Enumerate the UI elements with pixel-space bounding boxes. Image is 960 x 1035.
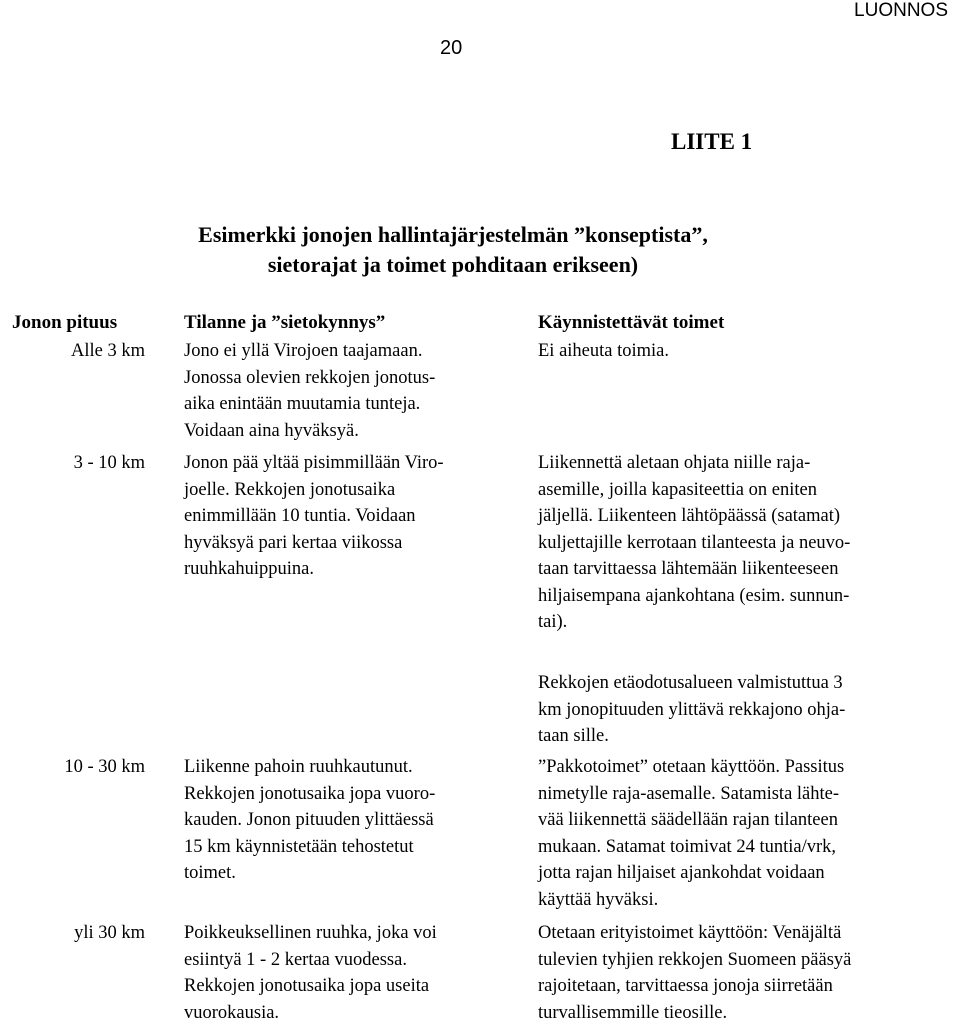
text-line: käyttää hyväksi.: [538, 889, 659, 910]
text-line: Jono ei yllä Virojoen taajamaan.: [184, 341, 423, 361]
text-line: joelle. Rekkojen jonotusaika: [184, 479, 396, 500]
row-2-situation: [184, 450, 444, 583]
text-line: hyväksyä pari kertaa viikossa: [184, 532, 403, 553]
text-line: enimmillään 10 tuntia. Voidaan: [184, 506, 416, 526]
text-line: Liikenne pahoin ruuhkautunut.: [184, 757, 413, 777]
text-line: hiljaisempana ajankohtana (esim. sunnun-: [538, 585, 850, 606]
text-line: ”Pakkotoimet” otetaan käyttöön. Passitus: [538, 757, 845, 777]
text-line: km jonopituuden ylittävä rekkajono ohja-: [538, 699, 846, 720]
text-line: Liikennettä aletaan ohjata niille raja-: [538, 453, 811, 473]
appendix-heading: LIITE 1: [671, 129, 753, 154]
text-line: tai).: [538, 612, 568, 632]
text-line: vuorokausia.: [184, 1002, 280, 1023]
text-line: Rekkojen jonotusaika jopa useita: [184, 976, 430, 996]
text-line: Jonossa olevien rekkojen jonotus-: [184, 367, 436, 388]
text-line: Otetaan erityistoimet käyttöön: Venäjältä: [538, 923, 842, 943]
text-line: esiintyä 1 - 2 kertaa vuodessa.: [184, 949, 407, 970]
text-line: kuljettajille kerrotaan tilanteesta ja neuvo-: [538, 532, 851, 553]
column-header-situation: Tilanne ja ”sietokynnys”: [184, 312, 386, 333]
text-line: rajoitetaan, tarvittaessa jonoja siirretään: [538, 976, 833, 996]
page-number: 20: [440, 37, 463, 59]
text-line: 15 km käynnistetään tehostetut: [184, 836, 414, 857]
text-line: Rekkojen etäodotusalueen valmistuttua 3: [538, 673, 843, 693]
text-line: mukaan. Satamat toimivat 24 tuntia/vrk,: [538, 836, 836, 857]
document-title-line-1: Esimerkki jonojen hallintajärjestelmän ”konseptista”,: [198, 222, 708, 247]
text-line: taan sille.: [538, 726, 609, 746]
row-3-length: 10 - 30 km: [64, 757, 145, 777]
text-line: taan tarvittaessa lähtemään liikenteeseen: [538, 559, 839, 579]
text-line: jäljellä. Liikenteen lähtöpäässä (satamat): [538, 506, 841, 526]
row-1-length: Alle 3 km: [71, 341, 145, 361]
row-2-length: 3 - 10 km: [73, 453, 145, 473]
text-line: Ei aiheuta toimia.: [538, 341, 669, 361]
text-line: Poikkeuksellinen ruuhka, joka voi: [184, 923, 437, 943]
text-line: nimetylle raja-asemalle. Satamista lähte-: [538, 783, 840, 804]
text-line: kauden. Jonon pituuden ylittäessä: [184, 810, 434, 830]
text-line: aika enintään muutamia tunteja.: [184, 394, 421, 414]
column-header-length: Jonon pituus: [12, 312, 118, 333]
text-line: ruuhkahuippuina.: [184, 559, 314, 579]
row-4-length: yli 30 km: [74, 923, 145, 943]
row-2-actions: [538, 450, 850, 636]
text-line: toimet.: [184, 863, 236, 883]
row-3-actions: [538, 754, 844, 913]
text-line: Jonon pää yltää pisimmillään Viro-: [184, 453, 444, 473]
text-line: Rekkojen jonotusaika jopa vuoro-: [184, 783, 436, 804]
text-line: asemille, joilla kapasiteettia on eniten: [538, 479, 817, 500]
row-4-situation: [184, 920, 437, 1026]
row-1-actions: [538, 338, 669, 365]
row-1-situation: [184, 338, 435, 444]
row-3-situation: [184, 754, 435, 887]
text-line: Voidaan aina hyväksyä.: [184, 420, 359, 441]
row-2-actions-extra: [538, 670, 845, 750]
document-title-line-2: sietorajat ja toimet pohditaan erikseen): [267, 252, 639, 277]
text-line: vää liikennettä säädellään rajan tilanteen: [538, 810, 838, 830]
draft-label: LUONNOS: [854, 0, 948, 21]
column-header-actions: Käynnistettävät toimet: [538, 312, 725, 333]
text-line: tulevien tyhjien rekkojen Suomeen pääsyä: [538, 949, 852, 970]
row-4-actions: [538, 920, 851, 1026]
text-line: turvallisemmille tieosille.: [538, 1002, 728, 1023]
text-line: jotta rajan hiljaiset ajankohdat voidaan: [538, 863, 825, 883]
